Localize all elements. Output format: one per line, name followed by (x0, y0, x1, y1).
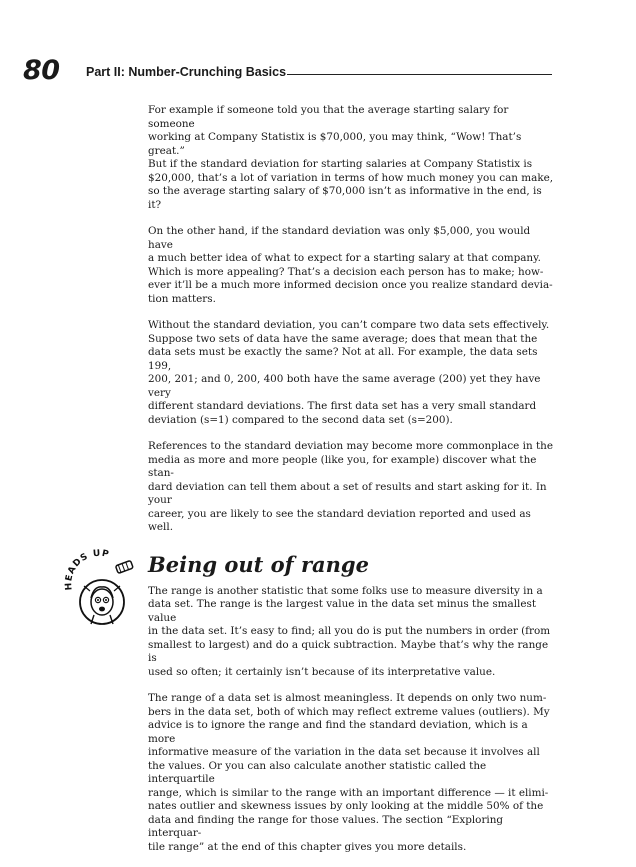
icon-label: HEADS UP (64, 548, 111, 591)
running-head: Part II: Number-Crunching Basics (86, 65, 287, 79)
paragraph: The range of a data set is almost meaningless. It depends on only two num- bers in the data set, both of which may reflect extreme values (outliers). My advice is to ignore the range and find the standard deviation, which is a more informative measure of the variation in the data set because it involves all the values. Or you can also calculate another statistic called the interquartile range, which is similar to the range with an important difference — it elimi- nates outlier and skewness issues by only looking at the middle 50% of the data and finding the range for those values. The section “Exploring interquar- tile range” at the end of this chapter gives you more details. (148, 692, 550, 853)
paragraph: On the other hand, if the standard deviation was only $5,000, you would have a much better idea of what to expect for a starting salary at that company. Which is more appealing? That’s a decision each person has to make; how- ever it’ll be a much more informed decision once you realize standard devia- tion matters. (148, 225, 553, 305)
page-number: 80 (23, 55, 60, 86)
paragraph: The range is another statistic that some folks use to measure diversity in a data set. The range is the largest value in the data set minus the smallest value in the data set. It’s easy to find; all you do is put the numbers in order (from smallest to largest) and do a quick subtraction. Maybe that’s why the range is used so often; it certainly isn’t because of its interpretative value. (148, 584, 551, 678)
paragraph: Without the standard deviation, you can’t compare two data sets effectively. Suppose two sets of data have the same average; does that mean that the data sets must be exactly the same? Not at all. For example, the data sets 199, 200, 201; and 0, 200, 400 both have the same average (200) yet they have very different standard deviations. The first data set has a very small standard deviation (s=1) compared to the second data set (s=200). (148, 319, 550, 426)
paragraph: For example if someone told you that the average starting salary for someone working at Company Statistix is $70,000, you may think, “Wow! That’s great.” But if the standard deviation for starting salaries at Company Statistix is $20,000, that’s a lot of variation in terms of how much money you can make, so the average starting salary of $70,000 isn’t as informative in the end, is it? (148, 104, 554, 211)
heads-up-icon (64, 546, 140, 630)
body-text (148, 104, 556, 867)
header-rule (287, 74, 552, 75)
section-heading: Being out of range (148, 551, 369, 577)
paragraph: References to the standard deviation may become more commonplace in the media as more and more people (like you, for example) discover what the stan- dard deviation can tell them about a set of results and start asking for it. In your career, you are likely to see the standard deviation reported and used as well. (148, 440, 553, 533)
